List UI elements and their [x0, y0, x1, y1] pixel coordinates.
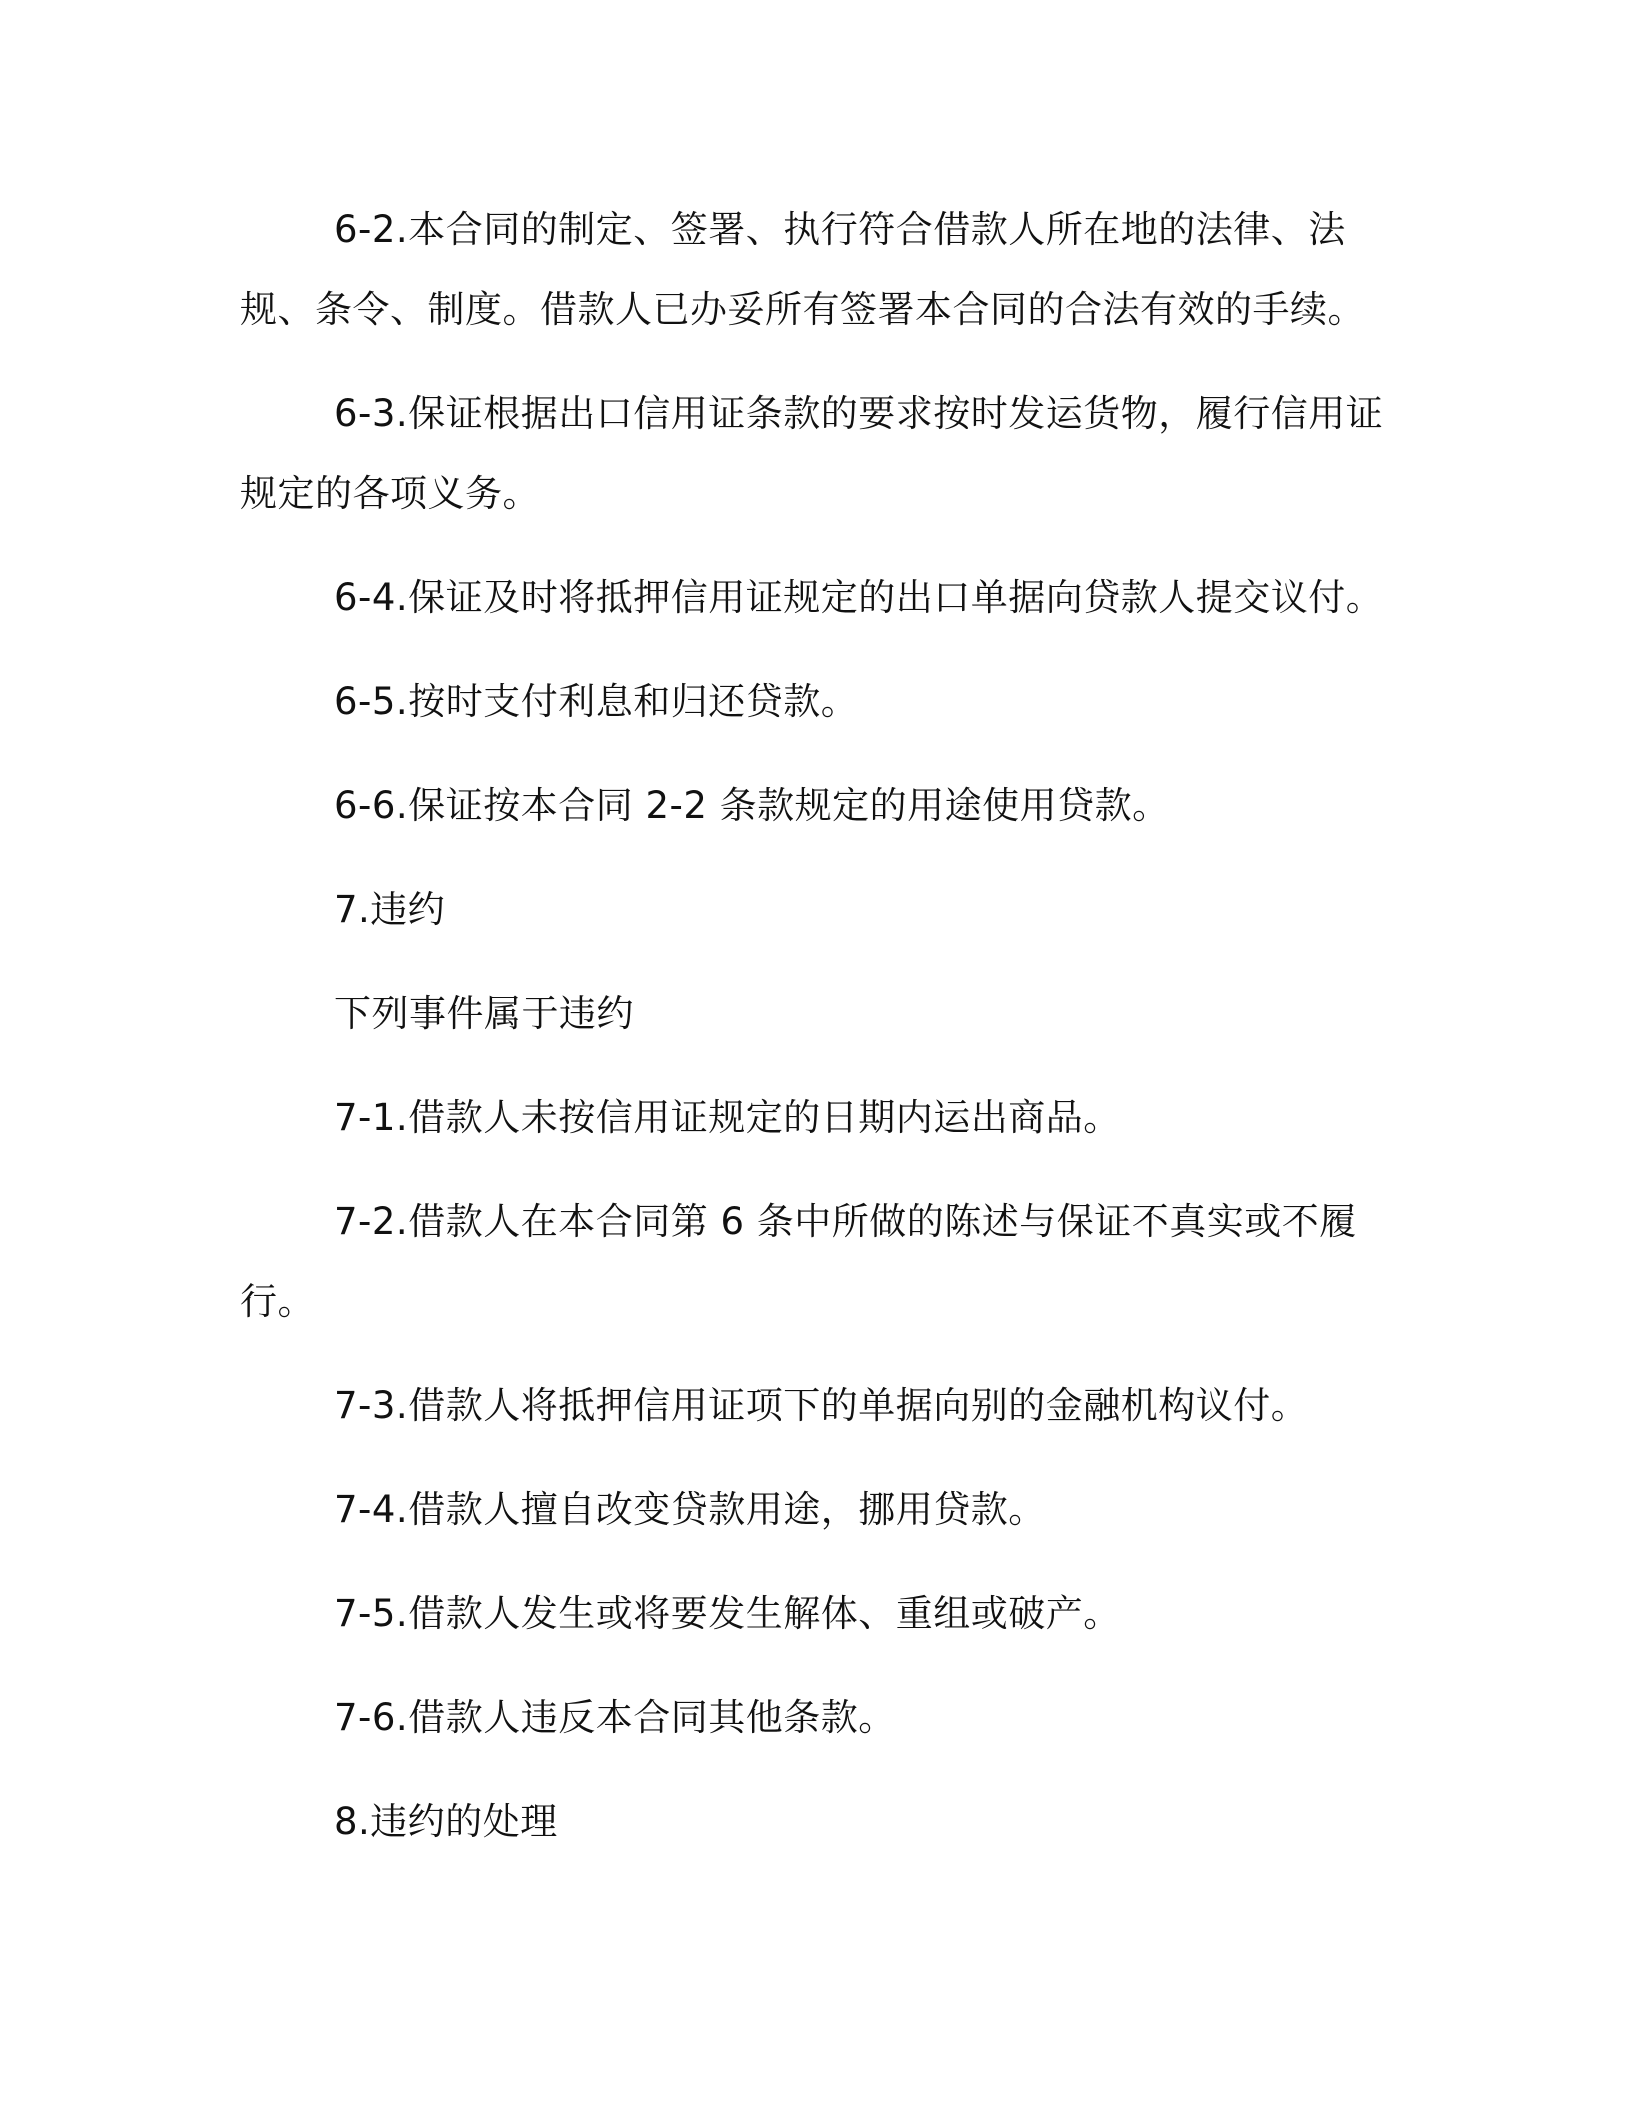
clause-6-5: 6-5.按时支付利息和归还贷款。	[334, 680, 859, 723]
clause-6-6: 6-6.保证按本合同 2-2 条款规定的用途使用贷款。	[334, 784, 1170, 827]
document-body	[240, 190, 1390, 1886]
clause-7-5: 7-5.借款人发生或将要发生解体、重组或破产。	[334, 1592, 1121, 1635]
clause-7-6: 7-6.借款人违反本合同其他条款。	[334, 1696, 896, 1739]
section-intro-7: 下列事件属于违约	[334, 992, 634, 1035]
section-heading-8: 8.违约的处理	[334, 1800, 558, 1843]
clause-7-3: 7-3.借款人将抵押信用证项下的单据向别的金融机构议付。	[334, 1384, 1309, 1427]
clause-6-2: 6-2.本合同的制定、签署、执行符合借款人所在地的法律、法规、条令、制度。借款人已办妥所有签署本合同的合法有效的手续。	[240, 208, 1365, 331]
clause-7-2: 7-2.借款人在本合同第 6 条中所做的陈述与保证不真实或不履行。	[240, 1200, 1357, 1323]
clause-7-4: 7-4.借款人擅自改变贷款用途，挪用贷款。	[334, 1488, 1046, 1531]
section-heading-7: 7.违约	[334, 888, 446, 931]
clause-7-1: 7-1.借款人未按信用证规定的日期内运出商品。	[334, 1096, 1121, 1139]
clause-6-4: 6-4.保证及时将抵押信用证规定的出口单据向贷款人提交议付。	[334, 576, 1384, 619]
clause-6-3: 6-3.保证根据出口信用证条款的要求按时发运货物，履行信用证规定的各项义务。	[240, 392, 1384, 515]
